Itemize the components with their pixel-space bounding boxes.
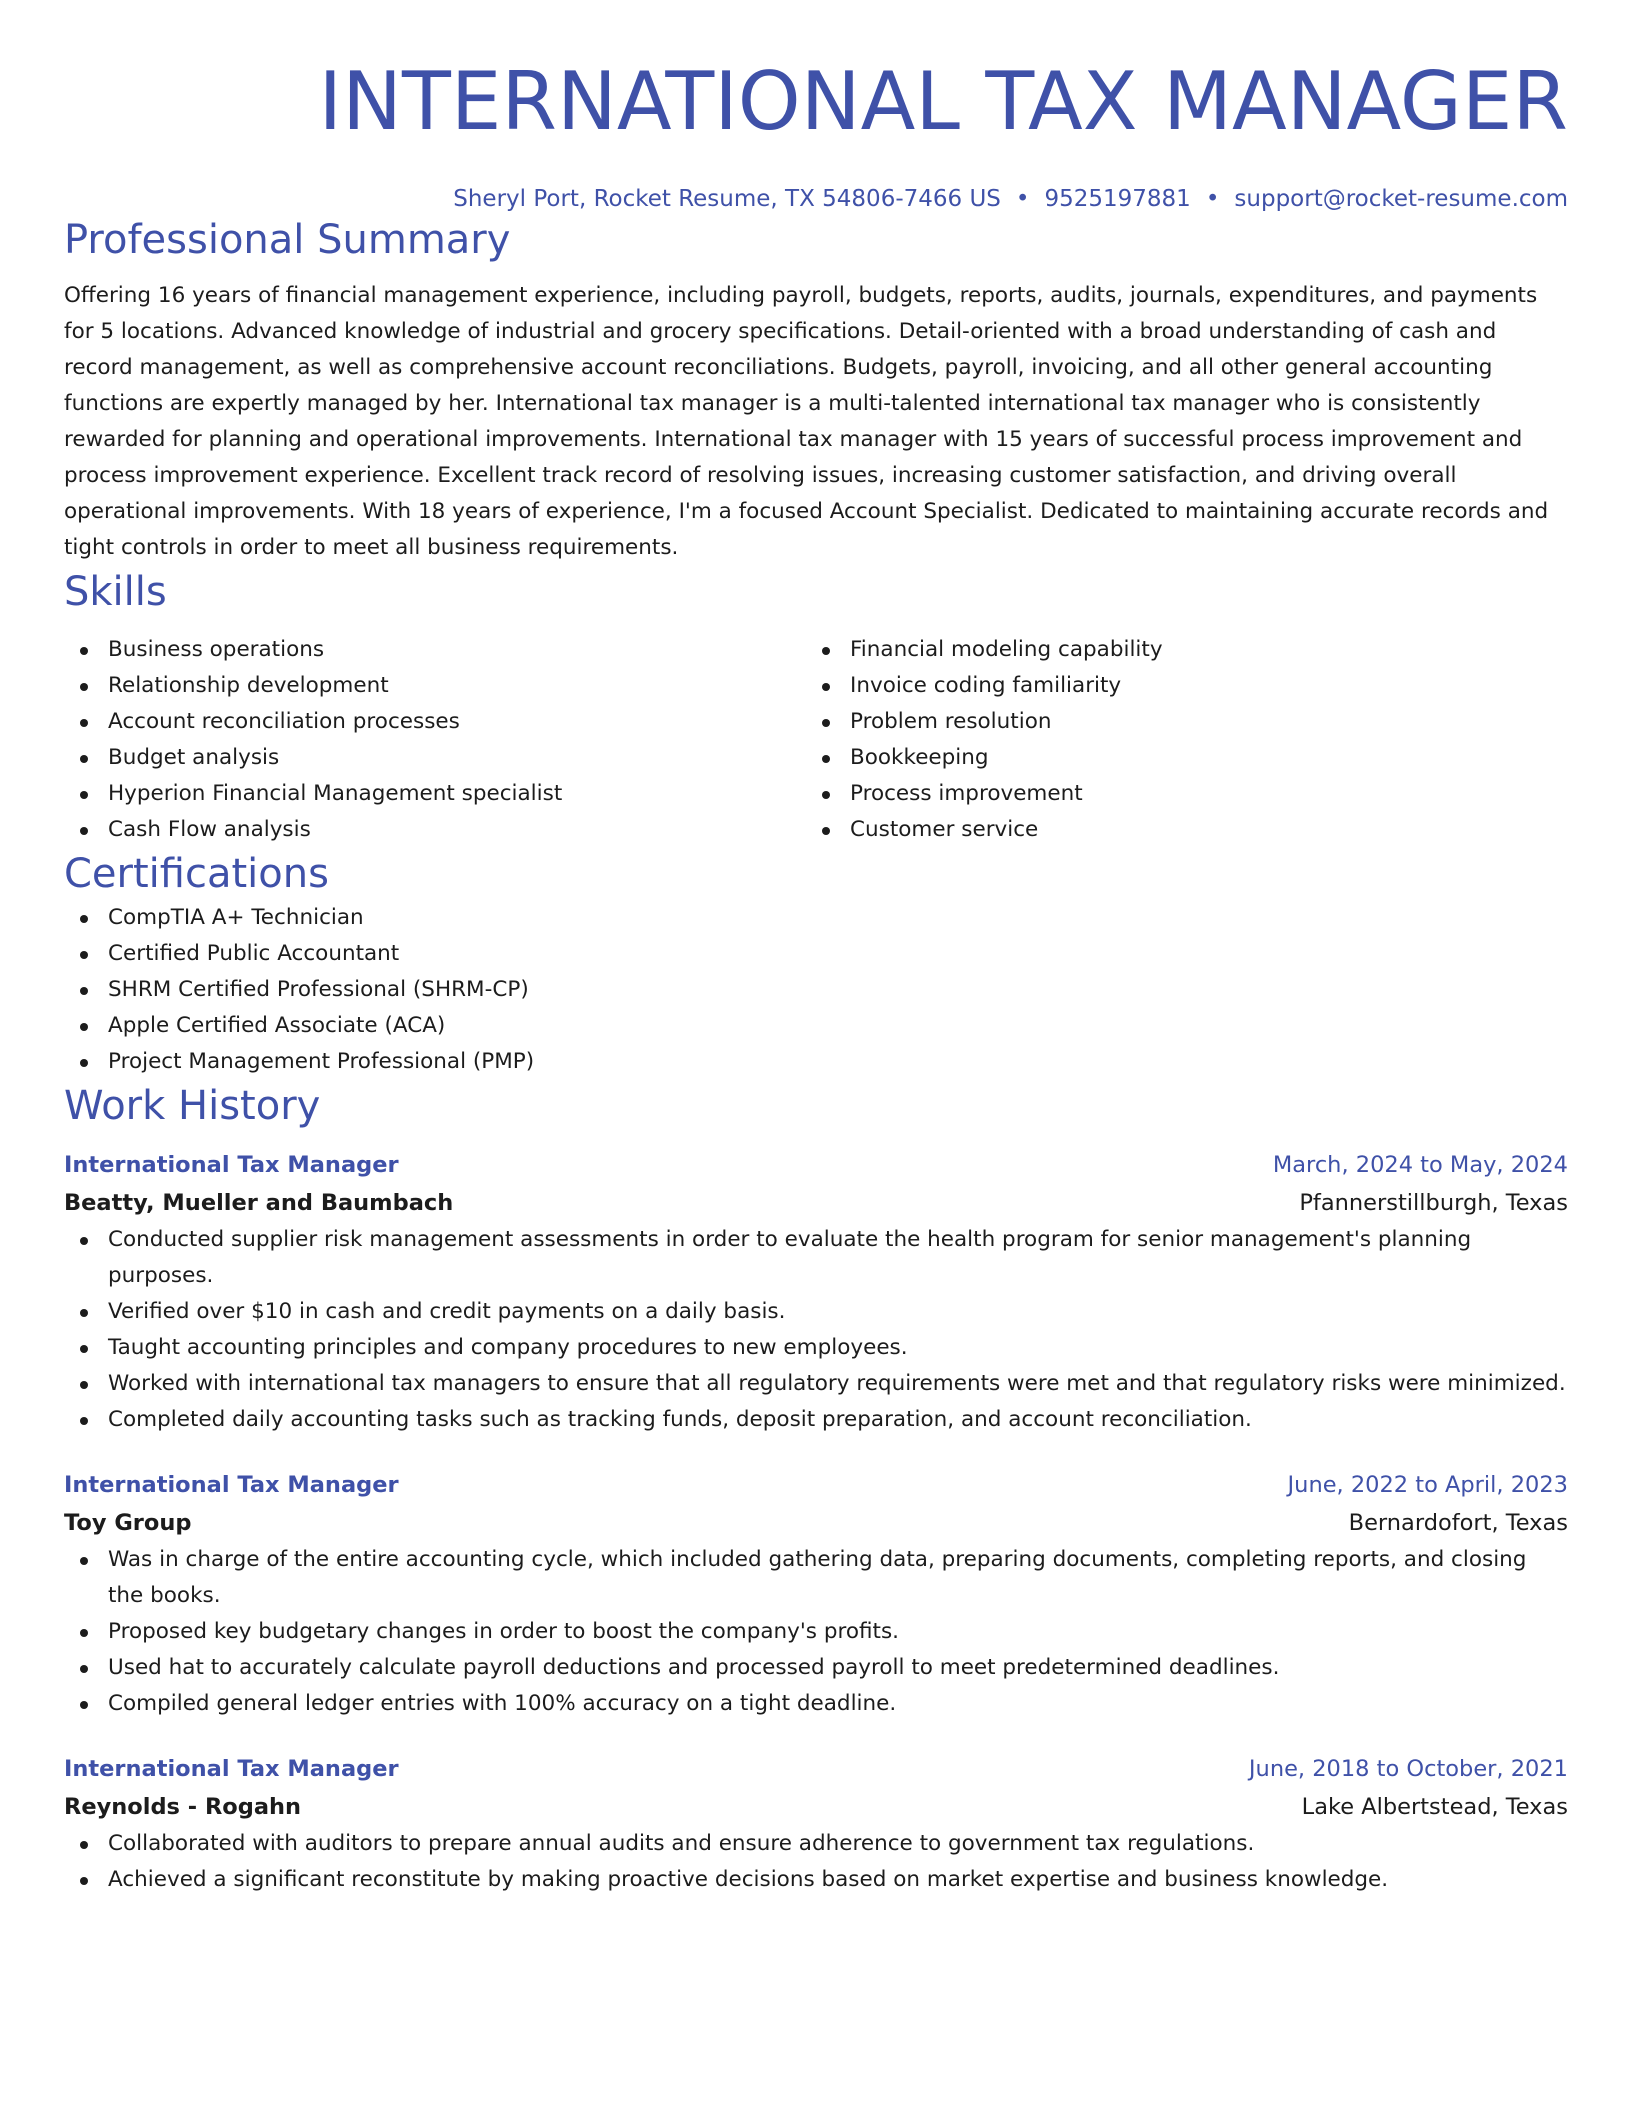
skill-item: Relationship development [64, 668, 806, 704]
job-employer-row [64, 1788, 1568, 1826]
job-location: Bernardofort, Texas [1348, 1510, 1568, 1536]
job-company: Beatty, Mueller and Baumbach [64, 1190, 454, 1216]
job-title: International Tax Manager [64, 1472, 399, 1498]
contact-line [64, 184, 1568, 214]
job-header [64, 1466, 1568, 1504]
job-employer-row [64, 1504, 1568, 1542]
job-bullet: Conducted supplier risk management assessments in order to evaluate the health program for senior management's planning purposes. [64, 1222, 1568, 1294]
job-bullet: Used hat to accurately calculate payroll deductions and processed payroll to meet predetermined deadlines. [64, 1650, 1568, 1686]
job-company: Toy Group [64, 1510, 192, 1536]
job-header [64, 1146, 1568, 1184]
job-employer-row [64, 1184, 1568, 1222]
contact-separator: • [1205, 186, 1220, 212]
contact-email: support@rocket-resume.com [1234, 186, 1568, 212]
job-bullet: Proposed key budgetary changes in order to boost the company's profits. [64, 1614, 1568, 1650]
section-heading-work-history: Work History [64, 1083, 321, 1129]
job-location: Lake Albertstead, Texas [1301, 1794, 1568, 1820]
job-bullets [64, 1222, 1568, 1438]
summary-text: Offering 16 years of financial management experience, including payroll, budgets, reports, audits, journals, expenditures, and payments for 5 locations. Advanced knowledge of industrial and grocery specifications. Detail-oriented with a broad understanding of cash and record management, as well as comprehensive account reconciliations. Budgets, payroll, invoicing, and all other general accounting functions are expertly managed by her. International tax manager is a multi-talented international tax manager who is consistently rewarded for planning and operational improvements. International tax manager with 15 years of successful process improvement and process improvement experience. Excellent track record of resolving issues, increasing customer satisfaction, and driving overall operational improvements. With 18 years of experience, I'm a focused Account Specialist. Dedicated to maintaining accurate records and tight controls in order to meet all business requirements. [64, 283, 1549, 560]
skill-item: Invoice coding familiarity [806, 668, 1548, 704]
certification-item: Apple Certified Associate (ACA) [64, 1008, 1568, 1044]
skill-item: Customer service [806, 812, 1548, 848]
contact-phone: 9525197881 [1044, 186, 1191, 212]
skills-columns [64, 632, 1568, 848]
job-bullet: Collaborated with auditors to prepare annual audits and ensure adherence to government tax regulations. [64, 1826, 1568, 1862]
job-entry [64, 1750, 1568, 1898]
job-title: International Tax Manager [64, 1152, 399, 1178]
skill-item: Cash Flow analysis [64, 812, 806, 848]
certification-item: CompTIA A+ Technician [64, 900, 1568, 936]
job-dates: June, 2018 to October, 2021 [1248, 1756, 1568, 1782]
job-company: Reynolds - Rogahn [64, 1794, 302, 1820]
job-bullet: Completed daily accounting tasks such as tracking funds, deposit preparation, and account reconciliation. [64, 1402, 1568, 1438]
skill-item: Budget analysis [64, 740, 806, 776]
job-bullets [64, 1826, 1568, 1898]
job-header [64, 1750, 1568, 1788]
skills-list-right [806, 632, 1548, 848]
contact-separator: • [1015, 186, 1030, 212]
skill-item: Hyperion Financial Management specialist [64, 776, 806, 812]
job-bullets [64, 1542, 1568, 1722]
job-bullet: Worked with international tax managers to ensure that all regulatory requirements were met and that regulatory risks were minimized. [64, 1366, 1568, 1402]
job-bullet: Taught accounting principles and company procedures to new employees. [64, 1330, 1568, 1366]
job-dates: March, 2024 to May, 2024 [1272, 1152, 1568, 1178]
job-entry [64, 1146, 1568, 1438]
job-dates: June, 2022 to April, 2023 [1287, 1472, 1568, 1498]
certification-item: Project Management Professional (PMP) [64, 1044, 1568, 1080]
certifications-list [64, 900, 1568, 1080]
section-heading-summary: Professional Summary [64, 217, 511, 263]
certification-item: Certified Public Accountant [64, 936, 1568, 972]
job-location: Pfannerstillburgh, Texas [1299, 1190, 1568, 1216]
job-entry [64, 1466, 1568, 1722]
skill-item: Process improvement [806, 776, 1548, 812]
job-bullet: Was in charge of the entire accounting cycle, which included gathering data, preparing documents, completing reports, and closing the books. [64, 1542, 1568, 1614]
section-heading-skills: Skills [64, 569, 167, 615]
skill-item: Bookkeeping [806, 740, 1548, 776]
job-title: International Tax Manager [64, 1756, 399, 1782]
job-bullet: Compiled general ledger entries with 100% accuracy on a tight deadline. [64, 1686, 1568, 1722]
resume-page [64, 0, 1568, 1898]
contact-address: Sheryl Port, Rocket Resume, TX 54806-7466 US [453, 186, 1001, 212]
skill-item: Financial modeling capability [806, 632, 1548, 668]
skill-item: Business operations [64, 632, 806, 668]
skill-item: Problem resolution [806, 704, 1548, 740]
skill-item: Account reconciliation processes [64, 704, 806, 740]
resume-title: INTERNATIONAL TAX MANAGER [318, 55, 1568, 148]
certification-item: SHRM Certified Professional (SHRM-CP) [64, 972, 1568, 1008]
section-heading-certifications: Certifications [64, 851, 329, 897]
skills-list-left [64, 632, 806, 848]
job-bullet: Verified over $10 in cash and credit payments on a daily basis. [64, 1294, 1568, 1330]
job-bullet: Achieved a significant reconstitute by making proactive decisions based on market expertise and business knowledge. [64, 1862, 1568, 1898]
